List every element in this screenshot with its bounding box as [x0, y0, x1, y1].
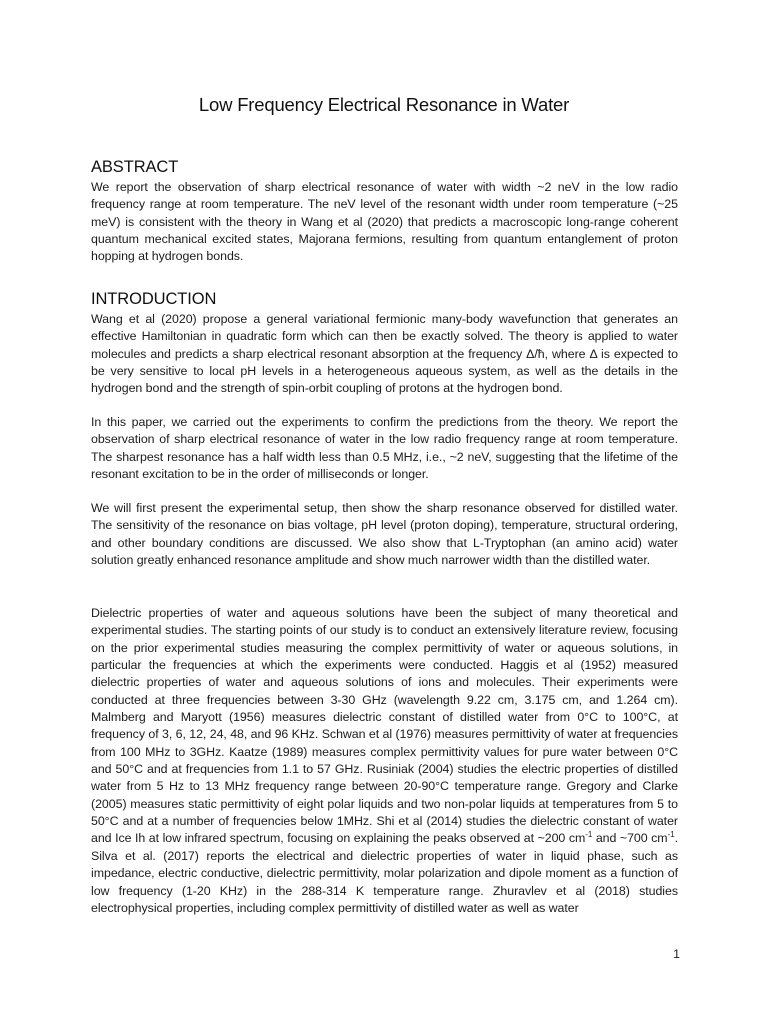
- paper-title: Low Frequency Electrical Resonance in Water: [198, 94, 570, 115]
- intro-paragraph-2: In this paper, we carried out the experiments to confirm the predictions from the theory. We report the observation of sharp electrical resonance of water in the low radio frequency range at room temperature. The sharpest resonance has a half width less than 0.5 MHz, i.e., ~2 neV, suggesting that the lifetime of the resonant excitation to be in the order of milliseconds or longer.: [91, 415, 678, 482]
- intro-paragraph-4: [91, 605, 678, 917]
- superscript-1: -1: [585, 830, 593, 840]
- superscript-2: -1: [667, 830, 675, 840]
- abstract-heading: ABSTRACT: [91, 158, 179, 176]
- intro-paragraph-4-text-3: . Silva et al. (2017) reports the electrical and dielectric properties of water in liquid phase, such as impedance, electric conductive, dielectric permittivity, molar polarization and dipole moment as a function of low frequency (1-20 KHz) in the 288-314 K temperature range. Zhuravlev et al (2018) studies electrophysical properties, including complex permittivity of distilled water as well as water: [91, 831, 679, 915]
- introduction-heading: INTRODUCTION: [91, 290, 217, 308]
- intro-paragraph-1: Wang et al (2020) propose a general variational fermionic many-body wavefunction that generates an effective Hamiltonian in quadratic form which can then be exactly solved. The theory is applied to water molecules and predicts a sharp electrical resonant absorption at the frequency Δ/ħ, where Δ is expected to be very sensitive to local pH levels in a heterogeneous aqueous system, as well as the details in the hydrogen bond and the strength of spin-orbit coupling of protons at the hydrogen bond.: [91, 312, 678, 396]
- intro-paragraph-4-text-2: and ~700 cm: [592, 831, 668, 846]
- intro-paragraph-4-text-1: Dielectric properties of water and aqueous solutions have been the subject of many theoretical and experimental studies. The starting points of our study is to conduct an extensively literature review, focusing on the prior experimental studies measuring the complex permittivity of water or aqueous solutions, in particular the frequencies at which the experiments were conducted. Haggis et al (1952) measured dielectric properties of water and aqueous solutions of ions and molecules. Their experiments were conducted at three frequencies between 3-30 GHz (wavelength 9.22 cm, 3.175 cm, and 1.264 cm). Malmberg and Maryott (1956) measures dielectric constant of distilled water from 0°C to 100°C, at frequency of 3, 6, 12, 24, 48, and 96 KHz. Schwan et al (1976) measures permittivity of water at frequencies from 100 MHz to 3GHz. Kaatze (1989) measures complex permittivity values for pure water between 0°C and 50°C and at frequencies from 1.1 to 57 GHz. Rusiniak (2004) studies the electric properties of distilled water from 5 Hz to 13 MHz frequency range between 20-90°C temperature range. Gregory and Clarke (2005) measures static permittivity of eight polar liquids and two non-polar liquids at temperatures from 5 to 50°C and at a number of frequencies below 1MHz. Shi et al (2014) studies the dielectric constant of water and Ice Ih at low infrared spectrum, focusing on explaining the peaks observed at ~200 cm: [91, 606, 678, 846]
- page-number: 1: [673, 947, 680, 961]
- intro-paragraph-3: We will first present the experimental setup, then show the sharp resonance observed for distilled water. The sensitivity of the resonance on bias voltage, pH level (proton doping), temperature, structural ordering, and other boundary conditions are discussed. We also show that L-Tryptophan (an amino acid) water solution greatly enhanced resonance amplitude and show much narrower width than the distilled water.: [91, 501, 678, 568]
- abstract-paragraph: We report the observation of sharp electrical resonance of water with width ~2 neV in the low radio frequency range at room temperature. The neV level of the resonant width under room temperature (~25 meV) is consistent with the theory in Wang et al (2020) that predicts a macroscopic long-range coherent quantum mechanical excited states, Majorana fermions, resulting from quantum entanglement of proton hopping at hydrogen bonds.: [91, 180, 678, 264]
